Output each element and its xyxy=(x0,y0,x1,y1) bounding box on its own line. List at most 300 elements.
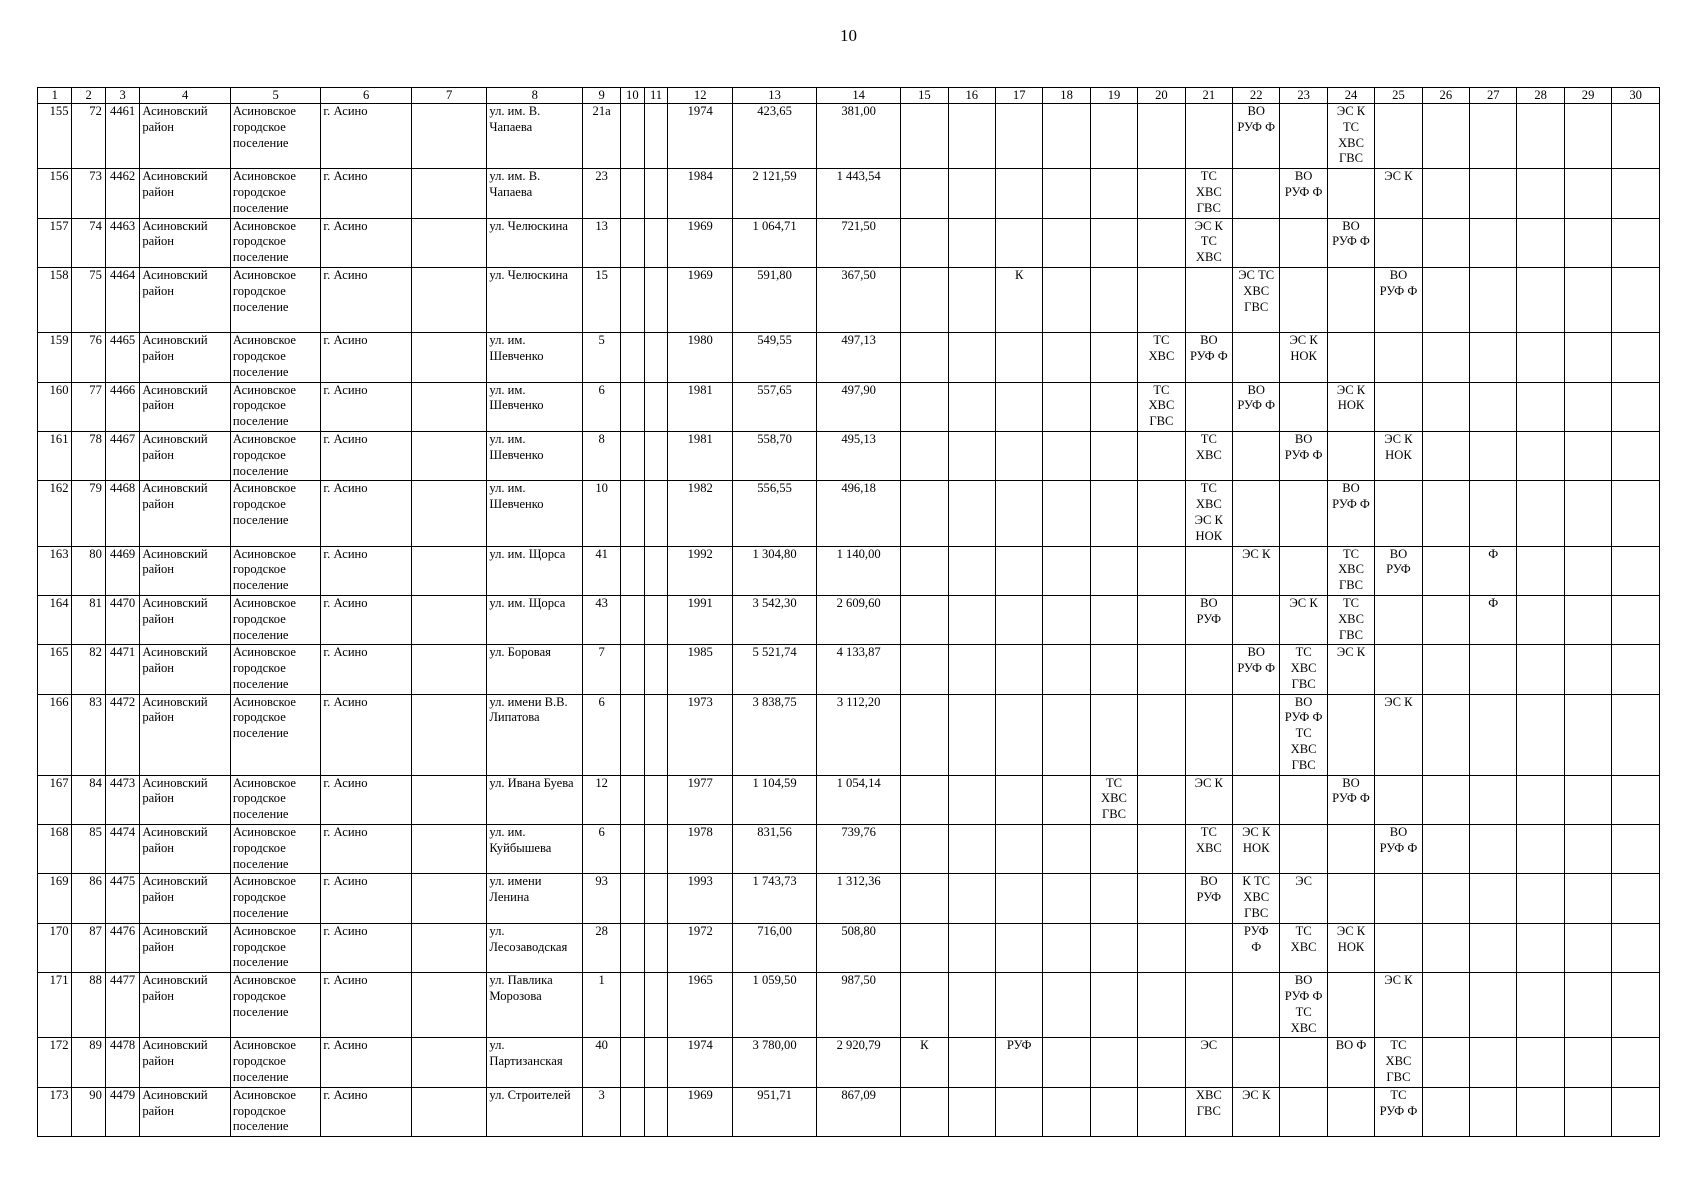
table-cell: 3 780,00 xyxy=(733,1038,817,1087)
column-header-12: 12 xyxy=(668,88,733,104)
table-cell: 1 104,59 xyxy=(733,775,817,824)
table-cell xyxy=(1564,1087,1611,1136)
table-cell: ТС ХВС xyxy=(1280,923,1327,972)
table-cell: Асиновское городское поселение xyxy=(230,874,321,923)
table-cell xyxy=(1043,267,1090,332)
table-cell xyxy=(644,874,668,923)
table-cell: 1993 xyxy=(668,874,733,923)
table-cell xyxy=(1043,973,1090,1038)
table-cell: 987,50 xyxy=(817,973,901,1038)
table-cell: ЭС К xyxy=(1375,169,1422,218)
table-cell: ЭС К НОК xyxy=(1327,923,1374,972)
table-cell: г. Асино xyxy=(321,546,412,595)
table-cell xyxy=(644,923,668,972)
table-cell: ул. Ивана Буева xyxy=(487,775,583,824)
table-cell xyxy=(1375,645,1422,694)
table-cell xyxy=(948,645,995,694)
table-cell: ул. имени Ленина xyxy=(487,874,583,923)
table-cell: ЭС ТС ХВС ГВС xyxy=(1233,267,1280,332)
table-cell xyxy=(1090,382,1137,431)
table-cell xyxy=(1043,595,1090,644)
table-cell xyxy=(1233,694,1280,775)
table-cell xyxy=(1375,595,1422,644)
table-cell: Асиновское городское поселение xyxy=(230,104,321,169)
table-cell: ВО РУФ Ф xyxy=(1233,104,1280,169)
table-cell xyxy=(644,169,668,218)
column-header-20: 20 xyxy=(1138,88,1185,104)
table-cell xyxy=(948,825,995,874)
table-cell xyxy=(411,104,486,169)
table-cell xyxy=(1517,481,1564,546)
table-cell: ВО РУФ Ф xyxy=(1327,775,1374,824)
table-cell: 86 xyxy=(72,874,105,923)
table-cell xyxy=(901,874,948,923)
table-cell xyxy=(901,382,948,431)
table-cell xyxy=(1470,481,1517,546)
table-cell xyxy=(1517,694,1564,775)
table-cell xyxy=(948,1087,995,1136)
table-cell xyxy=(1422,104,1469,169)
table-cell xyxy=(1470,169,1517,218)
table-cell: г. Асино xyxy=(321,694,412,775)
table-cell xyxy=(901,431,948,480)
table-cell xyxy=(995,973,1042,1038)
table-cell xyxy=(1470,1038,1517,1087)
table-cell: ВО РУФ Ф xyxy=(1280,169,1327,218)
table-cell xyxy=(1564,874,1611,923)
table-cell: ТС ХВС ГВС xyxy=(1280,645,1327,694)
table-cell: 558,70 xyxy=(733,431,817,480)
table-cell xyxy=(1280,825,1327,874)
table-row xyxy=(38,973,1660,1038)
table-cell: Асиновское городское поселение xyxy=(230,481,321,546)
table-cell: 2 121,59 xyxy=(733,169,817,218)
table-cell xyxy=(1233,1038,1280,1087)
table-cell: ЭС К xyxy=(1185,775,1232,824)
table-cell xyxy=(948,694,995,775)
table-cell xyxy=(1517,874,1564,923)
table-cell: ЭС К ТС ХВС xyxy=(1185,218,1232,267)
table-cell: ул. им. В. Чапаева xyxy=(487,169,583,218)
table-cell: Асиновское городское поселение xyxy=(230,431,321,480)
table-cell: Асиновский район xyxy=(140,546,231,595)
table-cell: 173 xyxy=(38,1087,72,1136)
table-cell: 4475 xyxy=(105,874,139,923)
table-cell: Асиновский район xyxy=(140,694,231,775)
table-cell: 10 xyxy=(583,481,621,546)
table-cell xyxy=(1470,825,1517,874)
column-header-14: 14 xyxy=(817,88,901,104)
table-cell xyxy=(1185,382,1232,431)
table-cell: 1969 xyxy=(668,218,733,267)
table-cell: Асиновское городское поселение xyxy=(230,169,321,218)
table-cell xyxy=(1327,431,1374,480)
table-cell xyxy=(1138,267,1185,332)
table-cell xyxy=(620,267,644,332)
table-row xyxy=(38,431,1660,480)
table-cell xyxy=(1470,775,1517,824)
table-cell: ВО РУФ Ф xyxy=(1375,825,1422,874)
table-cell xyxy=(411,481,486,546)
table-cell: Асиновское городское поселение xyxy=(230,267,321,332)
table-cell: 496,18 xyxy=(817,481,901,546)
table-cell xyxy=(1517,973,1564,1038)
table-cell xyxy=(1564,973,1611,1038)
table-cell: г. Асино xyxy=(321,645,412,694)
table-cell xyxy=(411,333,486,382)
table-cell: 7 xyxy=(583,645,621,694)
table-cell xyxy=(411,694,486,775)
table-cell: 1 312,36 xyxy=(817,874,901,923)
column-header-10: 10 xyxy=(620,88,644,104)
table-cell xyxy=(948,333,995,382)
table-cell xyxy=(1138,169,1185,218)
table-cell: ВО РУФ xyxy=(1185,874,1232,923)
table-cell: Асиновское городское поселение xyxy=(230,923,321,972)
table-cell xyxy=(1564,333,1611,382)
table-row xyxy=(38,382,1660,431)
table-cell: 367,50 xyxy=(817,267,901,332)
table-cell xyxy=(1327,973,1374,1038)
table-cell xyxy=(1612,431,1660,480)
table-cell xyxy=(1470,104,1517,169)
table-cell xyxy=(1517,1087,1564,1136)
table-cell: 1980 xyxy=(668,333,733,382)
table-cell xyxy=(1422,481,1469,546)
table-cell: ЭС К xyxy=(1327,645,1374,694)
column-header-21: 21 xyxy=(1185,88,1232,104)
table-cell xyxy=(620,218,644,267)
table-cell xyxy=(644,973,668,1038)
table-cell xyxy=(1517,546,1564,595)
table-cell: 3 xyxy=(583,1087,621,1136)
table-cell: г. Асино xyxy=(321,1087,412,1136)
table-cell: г. Асино xyxy=(321,267,412,332)
table-row xyxy=(38,1087,1660,1136)
table-cell: 1 xyxy=(583,973,621,1038)
table-cell: 1992 xyxy=(668,546,733,595)
table-cell: Асиновское городское поселение xyxy=(230,218,321,267)
table-cell: ВО РУФ Ф xyxy=(1327,481,1374,546)
column-header-24: 24 xyxy=(1327,88,1374,104)
table-cell: 5 521,74 xyxy=(733,645,817,694)
table-cell: 160 xyxy=(38,382,72,431)
table-cell xyxy=(620,645,644,694)
table-cell xyxy=(1517,645,1564,694)
table-cell: ВО РУФ xyxy=(1375,546,1422,595)
table-cell xyxy=(620,546,644,595)
table-cell xyxy=(1612,595,1660,644)
table-cell: 4466 xyxy=(105,382,139,431)
table-cell xyxy=(1422,333,1469,382)
table-cell: 381,00 xyxy=(817,104,901,169)
table-cell: Асиновский район xyxy=(140,775,231,824)
table-cell xyxy=(1090,973,1137,1038)
table-cell xyxy=(1422,923,1469,972)
table-cell xyxy=(1090,645,1137,694)
table-cell xyxy=(1090,333,1137,382)
table-cell: Асиновское городское поселение xyxy=(230,333,321,382)
table-cell xyxy=(1090,104,1137,169)
table-cell xyxy=(1138,1087,1185,1136)
table-cell xyxy=(995,546,1042,595)
table-cell: ВО РУФ Ф xyxy=(1327,218,1374,267)
table-cell xyxy=(948,218,995,267)
table-cell xyxy=(948,169,995,218)
table-cell xyxy=(644,218,668,267)
table-cell xyxy=(1043,1038,1090,1087)
table-cell: ЭС К НОК xyxy=(1375,431,1422,480)
housing-register-table xyxy=(37,87,1660,1137)
table-cell xyxy=(1233,595,1280,644)
table-cell xyxy=(995,595,1042,644)
table-cell xyxy=(1470,694,1517,775)
table-cell: ул. им. В. Чапаева xyxy=(487,104,583,169)
table-cell: Асиновский район xyxy=(140,382,231,431)
table-row xyxy=(38,775,1660,824)
table-cell: Асиновский район xyxy=(140,267,231,332)
table-cell: 4467 xyxy=(105,431,139,480)
table-cell: 83 xyxy=(72,694,105,775)
table-cell xyxy=(995,694,1042,775)
table-cell xyxy=(1233,973,1280,1038)
table-cell: Асиновский район xyxy=(140,218,231,267)
table-cell: 1982 xyxy=(668,481,733,546)
table-cell: г. Асино xyxy=(321,431,412,480)
table-cell: 4473 xyxy=(105,775,139,824)
table-cell xyxy=(1138,595,1185,644)
table-cell: 1965 xyxy=(668,973,733,1038)
table-cell xyxy=(1043,775,1090,824)
table-cell: 4474 xyxy=(105,825,139,874)
table-cell xyxy=(1043,546,1090,595)
table-cell xyxy=(1233,775,1280,824)
column-header-23: 23 xyxy=(1280,88,1327,104)
table-cell: 739,76 xyxy=(817,825,901,874)
table-cell xyxy=(1185,923,1232,972)
table-cell: 4470 xyxy=(105,595,139,644)
table-cell: 12 xyxy=(583,775,621,824)
table-cell xyxy=(1612,218,1660,267)
table-row xyxy=(38,169,1660,218)
table-cell xyxy=(1280,775,1327,824)
table-cell xyxy=(1375,775,1422,824)
table-cell xyxy=(411,169,486,218)
table-cell: 5 xyxy=(583,333,621,382)
table-cell: 13 xyxy=(583,218,621,267)
table-cell xyxy=(995,431,1042,480)
table-cell: 1 743,73 xyxy=(733,874,817,923)
table-cell xyxy=(1564,267,1611,332)
page-number: 10 xyxy=(840,26,857,45)
table-cell xyxy=(1612,382,1660,431)
table-cell: ул. им. Шевченко xyxy=(487,382,583,431)
table-cell xyxy=(644,267,668,332)
table-cell: 165 xyxy=(38,645,72,694)
table-row xyxy=(38,481,1660,546)
table-cell xyxy=(1043,874,1090,923)
table-cell: 831,56 xyxy=(733,825,817,874)
table-cell xyxy=(1517,267,1564,332)
table-cell: 4 133,87 xyxy=(817,645,901,694)
table-cell: 4462 xyxy=(105,169,139,218)
table-cell xyxy=(1043,333,1090,382)
column-header-8: 8 xyxy=(487,88,583,104)
table-cell xyxy=(1375,923,1422,972)
column-header-2: 2 xyxy=(72,88,105,104)
table-cell: 171 xyxy=(38,973,72,1038)
table-cell: 163 xyxy=(38,546,72,595)
table-cell xyxy=(901,973,948,1038)
table-cell: 76 xyxy=(72,333,105,382)
table-cell: 951,71 xyxy=(733,1087,817,1136)
table-cell: ул. Лесозаводская xyxy=(487,923,583,972)
table-cell xyxy=(620,481,644,546)
table-cell xyxy=(1327,874,1374,923)
table-row xyxy=(38,104,1660,169)
table-cell xyxy=(1517,431,1564,480)
table-cell xyxy=(901,333,948,382)
table-cell: 1969 xyxy=(668,1087,733,1136)
table-cell: ТС ХВС ЭС К НОК xyxy=(1185,481,1232,546)
table-cell: 1969 xyxy=(668,267,733,332)
table-cell xyxy=(1564,645,1611,694)
column-header-26: 26 xyxy=(1422,88,1469,104)
table-cell xyxy=(1043,169,1090,218)
table-cell xyxy=(1470,874,1517,923)
table-cell xyxy=(1233,481,1280,546)
table-cell: 15 xyxy=(583,267,621,332)
table-cell: г. Асино xyxy=(321,333,412,382)
table-cell xyxy=(1422,169,1469,218)
column-header-1: 1 xyxy=(38,88,72,104)
table-cell xyxy=(995,333,1042,382)
table-cell: Ф xyxy=(1470,546,1517,595)
table-cell xyxy=(411,645,486,694)
table-cell: ТС ХВС ГВС xyxy=(1327,595,1374,644)
table-cell xyxy=(644,694,668,775)
table-cell xyxy=(1327,333,1374,382)
table-cell: г. Асино xyxy=(321,481,412,546)
table-cell: 75 xyxy=(72,267,105,332)
table-cell: ЭС К xyxy=(1375,973,1422,1038)
table-cell: 1981 xyxy=(668,431,733,480)
table-cell: 423,65 xyxy=(733,104,817,169)
table-cell xyxy=(620,1038,644,1087)
table-cell: 155 xyxy=(38,104,72,169)
table-cell xyxy=(644,825,668,874)
table-cell: 591,80 xyxy=(733,267,817,332)
table-cell xyxy=(620,104,644,169)
table-cell: Асиновское городское поселение xyxy=(230,694,321,775)
table-cell: Асиновское городское поселение xyxy=(230,546,321,595)
table-cell xyxy=(1564,694,1611,775)
table-cell xyxy=(1090,1087,1137,1136)
table-cell xyxy=(1612,775,1660,824)
table-cell xyxy=(1090,1038,1137,1087)
table-cell xyxy=(1612,169,1660,218)
table-cell xyxy=(1612,973,1660,1038)
table-cell xyxy=(1233,218,1280,267)
table-cell xyxy=(620,333,644,382)
table-cell xyxy=(1612,923,1660,972)
table-cell xyxy=(1564,218,1611,267)
table-row xyxy=(38,645,1660,694)
table-cell xyxy=(644,481,668,546)
table-cell: ТС ХВС ГВС xyxy=(1138,382,1185,431)
table-cell xyxy=(1564,546,1611,595)
table-cell: 1985 xyxy=(668,645,733,694)
table-cell xyxy=(1422,218,1469,267)
table-cell xyxy=(1564,169,1611,218)
table-cell: 93 xyxy=(583,874,621,923)
table-cell: 81 xyxy=(72,595,105,644)
table-cell: 84 xyxy=(72,775,105,824)
column-header-27: 27 xyxy=(1470,88,1517,104)
table-cell xyxy=(1517,775,1564,824)
table-header-row xyxy=(38,88,1660,104)
table-cell xyxy=(901,775,948,824)
table-cell xyxy=(1280,546,1327,595)
table-cell xyxy=(644,333,668,382)
table-cell: 4463 xyxy=(105,218,139,267)
table-cell: ЭС xyxy=(1280,874,1327,923)
table-cell xyxy=(948,546,995,595)
table-cell xyxy=(1517,595,1564,644)
table-cell: 164 xyxy=(38,595,72,644)
table-cell xyxy=(1612,874,1660,923)
table-cell xyxy=(1564,923,1611,972)
table-cell: ЭС К xyxy=(1233,1087,1280,1136)
table-cell: 166 xyxy=(38,694,72,775)
column-header-13: 13 xyxy=(733,88,817,104)
table-cell xyxy=(1138,218,1185,267)
table-cell xyxy=(1564,104,1611,169)
table-cell: 4479 xyxy=(105,1087,139,1136)
table-cell: ВО РУФ Ф xyxy=(1233,382,1280,431)
table-cell xyxy=(1043,218,1090,267)
table-cell xyxy=(948,775,995,824)
table-cell: 1974 xyxy=(668,104,733,169)
table-cell: Асиновский район xyxy=(140,169,231,218)
table-cell: 40 xyxy=(583,1038,621,1087)
table-cell: 79 xyxy=(72,481,105,546)
table-cell xyxy=(1280,1087,1327,1136)
table-cell: г. Асино xyxy=(321,595,412,644)
table-cell: 1972 xyxy=(668,923,733,972)
table-cell: ВО РУФ Ф xyxy=(1375,267,1422,332)
table-cell xyxy=(948,1038,995,1087)
table-cell xyxy=(1422,825,1469,874)
table-cell: 167 xyxy=(38,775,72,824)
table-cell xyxy=(644,382,668,431)
column-header-22: 22 xyxy=(1233,88,1280,104)
table-cell: 1981 xyxy=(668,382,733,431)
table-cell xyxy=(1138,694,1185,775)
table-cell xyxy=(1090,694,1137,775)
table-cell: ЭС К НОК xyxy=(1327,382,1374,431)
table-cell xyxy=(644,595,668,644)
table-cell: 1977 xyxy=(668,775,733,824)
table-cell: ул. Павлика Морозова xyxy=(487,973,583,1038)
table-cell xyxy=(1564,382,1611,431)
table-cell xyxy=(411,382,486,431)
table-cell: 89 xyxy=(72,1038,105,1087)
table-cell: Ф xyxy=(1470,595,1517,644)
table-cell xyxy=(644,645,668,694)
table-cell xyxy=(1090,481,1137,546)
table-cell xyxy=(1422,546,1469,595)
